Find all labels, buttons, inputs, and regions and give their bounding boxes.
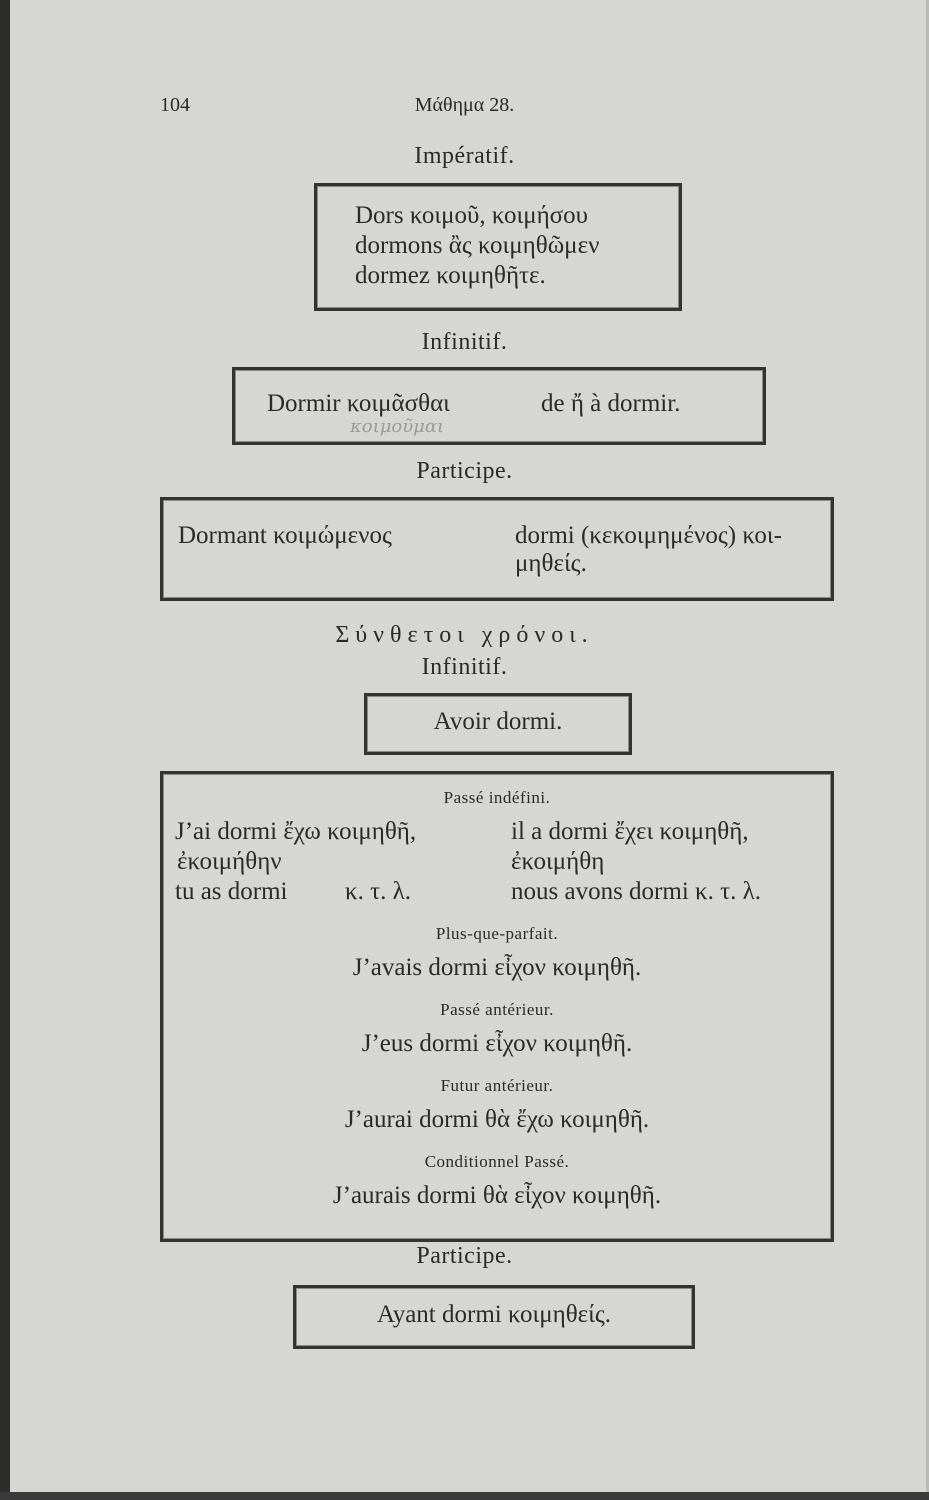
passe-indefini-row2-left: ἐκοιμήθην (177, 848, 282, 875)
passe-anterieur-label: Passé antérieur. (440, 1000, 554, 1019)
avoir-line: Avoir dormi. (433, 708, 563, 735)
scan-bottom-edge (0, 1492, 929, 1500)
passe-indefini-label: Passé indéfini. (443, 788, 551, 807)
conditionnel-passe-label: Conditionnel Passé. (424, 1152, 570, 1171)
infinitif-right: de ἤ à dormir. (541, 390, 681, 417)
participe-heading: Participe. (416, 458, 513, 484)
plus-que-parfait-label: Plus-que-parfait. (435, 924, 559, 943)
infinitif-left: Dormir κοιμᾶσθαι (267, 390, 450, 417)
passe-indefini-row3-left: tu as dormi (175, 878, 288, 905)
futur-anterieur-line: J’aurai dormi θὰ ἔχω κοιμηθῆ. (344, 1106, 650, 1133)
participe2-line: Ayant dormi κοιμηθείς. (376, 1301, 612, 1328)
page-number: 104 (160, 94, 190, 116)
participe2-heading: Participe. (416, 1243, 513, 1269)
passe-indefini-row3-right: nous avons dormi κ. τ. λ. (511, 878, 762, 905)
participe2-box (293, 1285, 695, 1349)
participe-right-line-2: μηθείς. (515, 550, 587, 577)
conditionnel-passe-line: J’aurais dormi θὰ εἶχον κοιμηθῆ. (332, 1182, 662, 1209)
imperatif-line-3: dormez κοιμηθῆτε. (355, 262, 546, 289)
tenses-box (160, 771, 834, 1242)
passe-indefini-row2-right: ἐκοιμήθη (511, 848, 605, 875)
passe-anterieur-line: J’eus dormi εἶχον κοιμηθῆ. (361, 1030, 633, 1057)
scan-left-edge (0, 0, 10, 1500)
infinitif-box (232, 367, 766, 445)
infinitif-heading: Infinitif. (421, 329, 508, 355)
imperatif-line-2: dormons ἂς κοιμηθῶμεν (355, 232, 600, 259)
passe-indefini-row1-left: J’ai dormi ἔχω κοιμηθῆ, (175, 818, 417, 845)
participe-right-line-1: dormi (κεκοιμημένος) κοι- (515, 522, 782, 549)
imperatif-box (314, 183, 682, 311)
avoir-box (364, 693, 632, 755)
imperatif-heading: Impératif. (414, 143, 515, 169)
pencil-annotation: κοιμοῦμαι (350, 416, 445, 437)
running-title: Μάθημα 28. (414, 94, 515, 116)
imperatif-line-1: Dors κοιμοῦ, κοιμήσου (355, 202, 589, 229)
plus-que-parfait-line: J’avais dormi εἶχον κοιμηθῆ. (352, 954, 642, 981)
participe-box (160, 497, 834, 601)
participe-left: Dormant κοιμώμενος (178, 522, 392, 549)
passe-indefini-row3-abbr: κ. τ. λ. (345, 878, 412, 905)
futur-anterieur-label: Futur antérieur. (440, 1076, 554, 1095)
passe-indefini-row1-right: il a dormi ἔχει κοιμηθῆ, (511, 818, 749, 845)
composed-infinitif-heading: Infinitif. (421, 654, 508, 680)
composed-heading: Σύνθετοι χρόνοι. (335, 622, 594, 648)
